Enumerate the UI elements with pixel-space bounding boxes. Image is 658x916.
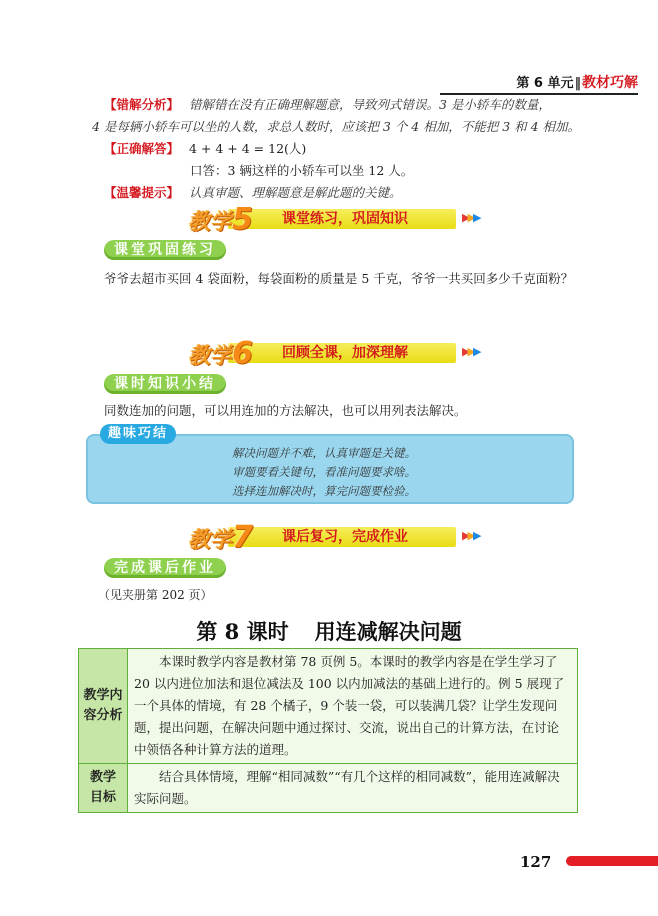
banner-title: 课堂练习，巩固知识 (282, 211, 408, 227)
homework-heading: 完成课后作业 (104, 558, 226, 578)
warm-tip-tag: 【温馨提示】 (104, 185, 180, 200)
banner-number: 教学5 (188, 202, 253, 237)
banner-number: 教学7 (188, 520, 253, 555)
summary-heading: 课时知识小结 (104, 374, 226, 394)
fun-tips-label: 趣味巧结 (100, 424, 176, 444)
banner-title: 回顾全课，加深理解 (282, 345, 408, 361)
table-row (79, 764, 578, 813)
row-header-content-analysis: 教学内 容分析 (79, 649, 128, 764)
table-row (79, 649, 578, 764)
correct-answer-tag: 【正确解答】 (104, 141, 180, 156)
lesson-table (78, 648, 578, 813)
warm-tip (104, 182, 584, 204)
correct-answer-equation: 4 + 4 + 4 = 12(人) (189, 141, 307, 156)
lesson-title (0, 616, 658, 646)
book-title: 教材巧解 (582, 75, 638, 91)
triple-arrow-icon: ▶▶▶ (462, 211, 479, 224)
fun-tip-line-3: 选择连加解决时，算完问题要检验。 (232, 484, 416, 498)
triple-arrow-icon: ▶▶▶ (462, 529, 479, 542)
error-analysis-text: 错解错在没有正确理解题意，导致列式错误。3 是小轿车的数量， (189, 97, 551, 112)
lesson-name: 用连减解决问题 (314, 619, 462, 644)
correct-answer (104, 138, 584, 160)
banner-title: 课后复习，完成作业 (282, 529, 408, 545)
objectives-text: 结合具体情境，理解“相同减数”“有几个这样的相同减数”，能用连减解决实际问题。 (128, 764, 578, 813)
error-analysis-line1 (104, 94, 584, 116)
section-banner-7 (188, 520, 488, 555)
lesson-number: 第 8 课时 (196, 619, 289, 644)
unit-header (440, 72, 638, 94)
header-separator: ‖ (574, 76, 581, 91)
page-number: 127 (520, 853, 552, 871)
correct-answer-reply: 口答：3 辆这样的小轿车可以坐 12 人。 (190, 163, 414, 178)
homework-reference: （见夹册第 202 页） (98, 588, 213, 602)
content-analysis-text: 本课时教学内容是教材第 78 页例 5。本课时的教学内容是在学生学习了 20 以内进位加法和退位减法及 100 以内加减法的基础上进行的。例 5 展现了一个具体的情境，有 28 个橘子，9 个装一袋，可以装满几袋？让学生发现问题，提出问题，在解决问题中通过探讨、交流，说出自己的计算方法，在讨论中领悟各种计算方法的道理。 (128, 649, 578, 764)
triple-arrow-icon: ▶▶▶ (462, 345, 479, 358)
row-header-objectives: 教学 目标 (79, 764, 128, 813)
error-analysis-tag: 【错解分析】 (104, 97, 180, 112)
fun-tip-line-2: 审题要看关键句，看准问题要求啥。 (232, 465, 416, 479)
unit-label: 第 6 单元 (516, 76, 574, 91)
fun-tip-line-1: 解决问题并不难，认真审题是关键。 (232, 446, 416, 460)
section-banner-5 (188, 202, 488, 237)
error-analysis-line2: 4 是每辆小轿车可以坐的人数，求总人数时，应该把 3 个 4 相加，不能把 3 和 4 相加。 (92, 119, 581, 134)
summary-text: 同数连加的问题，可以用连加的方法解决，也可以用列表法解决。 (104, 403, 467, 418)
warm-tip-text: 认真审题、理解题意是解此题的关键。 (189, 185, 402, 200)
page-bar (566, 856, 658, 866)
section-banner-6 (188, 336, 488, 371)
banner-number: 教学6 (188, 336, 253, 371)
practice-question: 爷爷去超市买回 4 袋面粉，每袋面粉的质量是 5 千克，爷爷一共买回多少千克面粉？ (104, 271, 574, 286)
classroom-practice-heading: 课堂巩固练习 (104, 240, 226, 260)
